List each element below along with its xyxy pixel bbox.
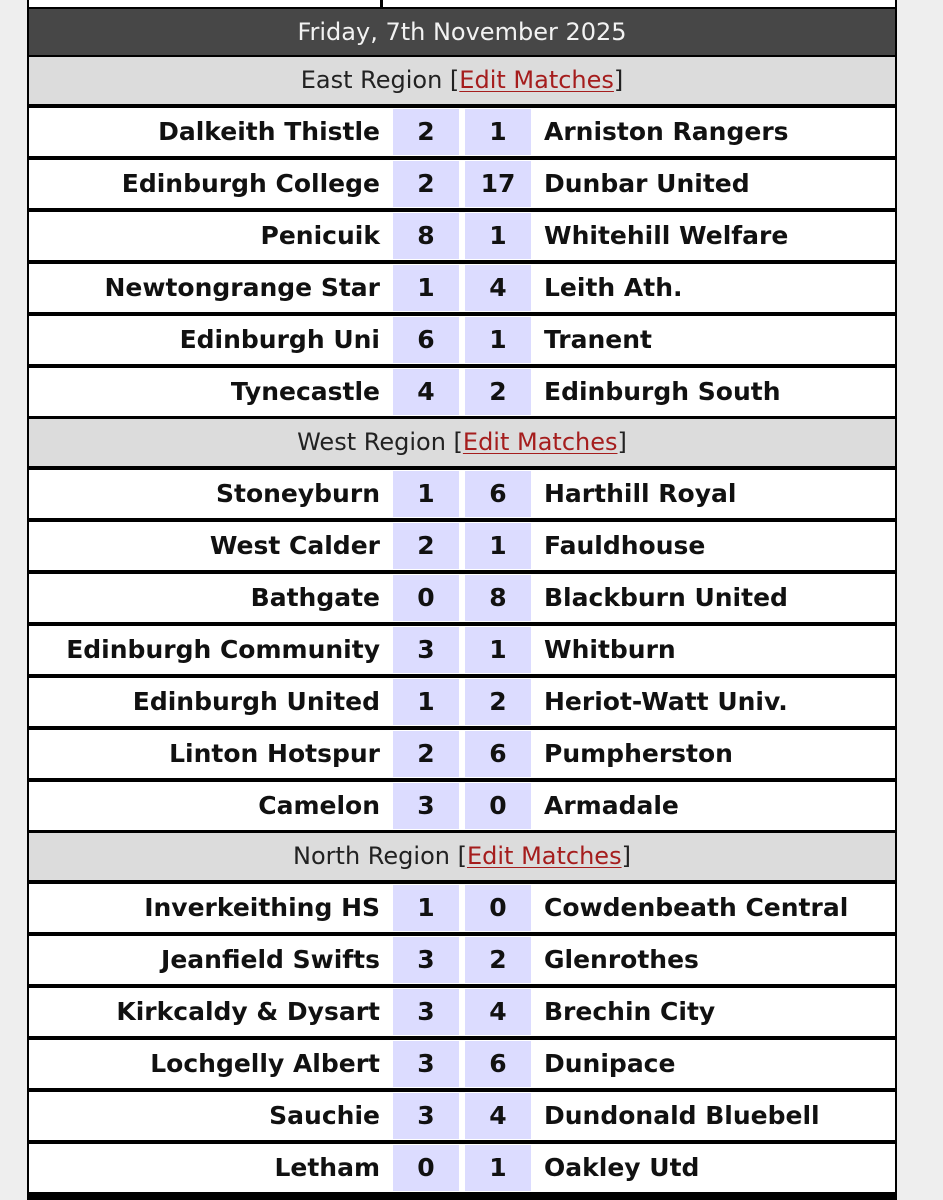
home-score: 3 [393, 989, 459, 1035]
edit-matches-link-north[interactable]: Edit Matches [466, 842, 622, 870]
match-row [29, 626, 895, 674]
region-name: East Region [300, 66, 443, 94]
home-team: Dalkeith Thistle [158, 117, 380, 146]
match-row [29, 368, 895, 416]
home-team: Linton Hotspur [169, 739, 380, 768]
away-team: Oakley Utd [544, 1153, 700, 1182]
away-score: 1 [465, 627, 531, 673]
away-score: 2 [465, 937, 531, 983]
match-row [29, 522, 895, 570]
away-team: Brechin City [544, 997, 716, 1026]
away-team: Fauldhouse [544, 531, 706, 560]
away-score: 1 [465, 523, 531, 569]
match-row [29, 988, 895, 1036]
home-team: Camelon [258, 791, 380, 820]
home-score: 3 [393, 783, 459, 829]
home-score: 2 [393, 109, 459, 155]
home-score: 0 [393, 575, 459, 621]
match-row [29, 212, 895, 260]
away-score: 2 [465, 369, 531, 415]
away-team: Blackburn United [544, 583, 788, 612]
home-score: 2 [393, 523, 459, 569]
away-score: 0 [465, 783, 531, 829]
away-score: 0 [465, 885, 531, 931]
region-header-north: North Region [Edit Matches] [29, 833, 895, 880]
region-name: North Region [293, 842, 450, 870]
home-team: Edinburgh Community [66, 635, 380, 664]
home-team: Bathgate [250, 583, 380, 612]
edit-matches-link-west[interactable]: Edit Matches [462, 428, 618, 456]
away-score: 1 [465, 317, 531, 363]
match-row [29, 1092, 895, 1140]
home-team: Kirkcaldy & Dysart [116, 997, 380, 1026]
away-score: 4 [465, 265, 531, 311]
match-row [29, 936, 895, 984]
home-team: Penicuik [260, 221, 380, 250]
home-score: 1 [393, 471, 459, 517]
home-score: 1 [393, 265, 459, 311]
match-row [29, 470, 895, 518]
away-score: 4 [465, 989, 531, 1035]
away-score: 6 [465, 731, 531, 777]
home-score: 0 [393, 1145, 459, 1191]
home-score: 3 [393, 1093, 459, 1139]
home-score: 2 [393, 731, 459, 777]
results-table [27, 0, 897, 1200]
away-team: Heriot-Watt Univ. [544, 687, 788, 716]
match-row [29, 108, 895, 156]
away-score: 1 [465, 213, 531, 259]
away-score: 1 [465, 1145, 531, 1191]
region-header-west: West Region [Edit Matches] [29, 419, 895, 466]
home-team: Jeanfield Swifts [161, 945, 380, 974]
home-team: Edinburgh College [121, 169, 380, 198]
away-score: 6 [465, 1041, 531, 1087]
away-team: Arniston Rangers [544, 117, 789, 146]
away-team: Harthill Royal [544, 479, 737, 508]
match-row [29, 1144, 895, 1192]
previous-row-edge [27, 0, 897, 9]
away-team: Pumpherston [544, 739, 733, 768]
home-score: 8 [393, 213, 459, 259]
away-score: 2 [465, 679, 531, 725]
match-row [29, 316, 895, 364]
edit-matches-link-east[interactable]: Edit Matches [459, 66, 614, 94]
away-team: Whitburn [544, 635, 676, 664]
home-team: Letham [274, 1153, 380, 1182]
match-row [29, 678, 895, 726]
match-row [29, 160, 895, 208]
home-score: 6 [393, 317, 459, 363]
home-team: Sauchie [269, 1101, 380, 1130]
away-team: Leith Ath. [544, 273, 683, 302]
home-score: 3 [393, 627, 459, 673]
away-team: Glenrothes [544, 945, 699, 974]
match-row [29, 264, 895, 312]
away-team: Whitehill Welfare [544, 221, 789, 250]
away-score: 8 [465, 575, 531, 621]
away-team: Dundonald Bluebell [544, 1101, 820, 1130]
away-team: Dunbar United [544, 169, 750, 198]
home-team: Newtongrange Star [104, 273, 380, 302]
home-score: 3 [393, 1041, 459, 1087]
home-team: Stoneyburn [215, 479, 380, 508]
home-team: West Calder [209, 531, 380, 560]
away-score: 4 [465, 1093, 531, 1139]
match-row [29, 574, 895, 622]
away-team: Cowdenbeath Central [544, 893, 849, 922]
home-score: 2 [393, 161, 459, 207]
home-score: 1 [393, 679, 459, 725]
home-team: Inverkeithing HS [144, 893, 380, 922]
away-score: 17 [465, 161, 531, 207]
region-header-east: East Region [Edit Matches] [29, 57, 895, 104]
match-row [29, 782, 895, 830]
match-row [29, 884, 895, 932]
away-score: 1 [465, 109, 531, 155]
home-team: Edinburgh Uni [179, 325, 380, 354]
home-team: Tynecastle [230, 377, 380, 406]
match-row [29, 1040, 895, 1088]
away-team: Tranent [544, 325, 653, 354]
region-name: West Region [297, 428, 446, 456]
match-row [29, 730, 895, 778]
home-team: Edinburgh United [132, 687, 380, 716]
away-score: 6 [465, 471, 531, 517]
away-team: Armadale [544, 791, 679, 820]
date-header: Friday, 7th November 2025 [29, 9, 895, 55]
home-score: 3 [393, 937, 459, 983]
home-score: 4 [393, 369, 459, 415]
away-team: Dunipace [544, 1049, 676, 1078]
home-team: Lochgelly Albert [150, 1049, 380, 1078]
home-score: 1 [393, 885, 459, 931]
away-team: Edinburgh South [544, 377, 781, 406]
